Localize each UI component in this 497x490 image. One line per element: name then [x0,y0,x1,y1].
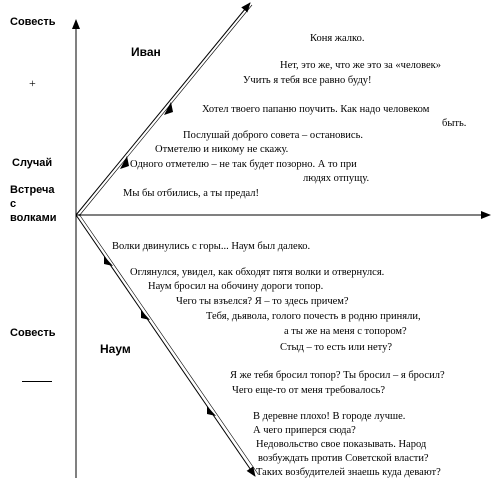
lower-line: Тебя, дьявола, голого почесть в родню приняли, [206,311,421,322]
lower-line: В деревне плохо! В городе лучше. [253,411,406,422]
upper-line: Нет, это же, что же это за «человек» [280,60,442,71]
label-plus: + [29,76,36,90]
lower-line: Чего еще-то от меня требовалось? [232,385,385,396]
upper-line: Хотел твоего папаню поучить. Как надо человеком [202,104,430,115]
lower-line: Я же тебя бросил топор? Ты бросил – я бросил? [230,370,445,381]
lower-line: Наум бросил на обочину дороги топор. [148,281,324,292]
label-meeting-1: Встреча [10,184,55,196]
upper-line: Одного отметелю – не так будет позорно. А то при [130,159,357,170]
lower-line: Оглянулся, увидел, как обходят пятя волки и отвернулся. [130,267,385,278]
upper-line: Отметелю и никому не скажу. [155,144,289,155]
label-conscience-top: Совесть [10,16,56,28]
ivan-arrow-1 [120,156,129,169]
upper-line: Послушай доброго совета – остановись. [183,130,364,141]
lower-line: Стыд – то есть или нету? [280,342,393,353]
upper-line: Учить я тебя все равно буду! [243,75,372,86]
label-meeting-3: волками [10,212,57,224]
upper-line: людях отпущу. [303,173,370,184]
label-meeting-2: с [10,198,17,210]
name-ivan: Иван [131,45,161,59]
lower-line: а ты же на меня с топором? [284,326,407,337]
lower-line: Таких возбудителей знаешь куда девают? [256,467,441,478]
lower-line: Недовольство свое показывать. Народ [256,439,427,450]
lower-line: А чего приперся сюда? [253,425,356,436]
lower-line: Волки двинулись с горы... Наум был далеко. [112,241,311,252]
upper-line: Коня жалко. [310,33,365,44]
ivan-arrow-2 [164,102,173,115]
name-naum: Наум [100,342,131,356]
label-conscience-bottom: Совесть [10,327,56,339]
upper-line: быть. [442,118,467,129]
label-chance: Случай [12,157,53,169]
upper-line: Мы бы отбились, а ты предал! [123,188,260,199]
lower-line: Чего ты взъелся? Я – то здесь причем? [176,296,349,307]
minus-sign [22,381,52,382]
lower-line: возбуждать против Советской власти? [258,453,429,464]
